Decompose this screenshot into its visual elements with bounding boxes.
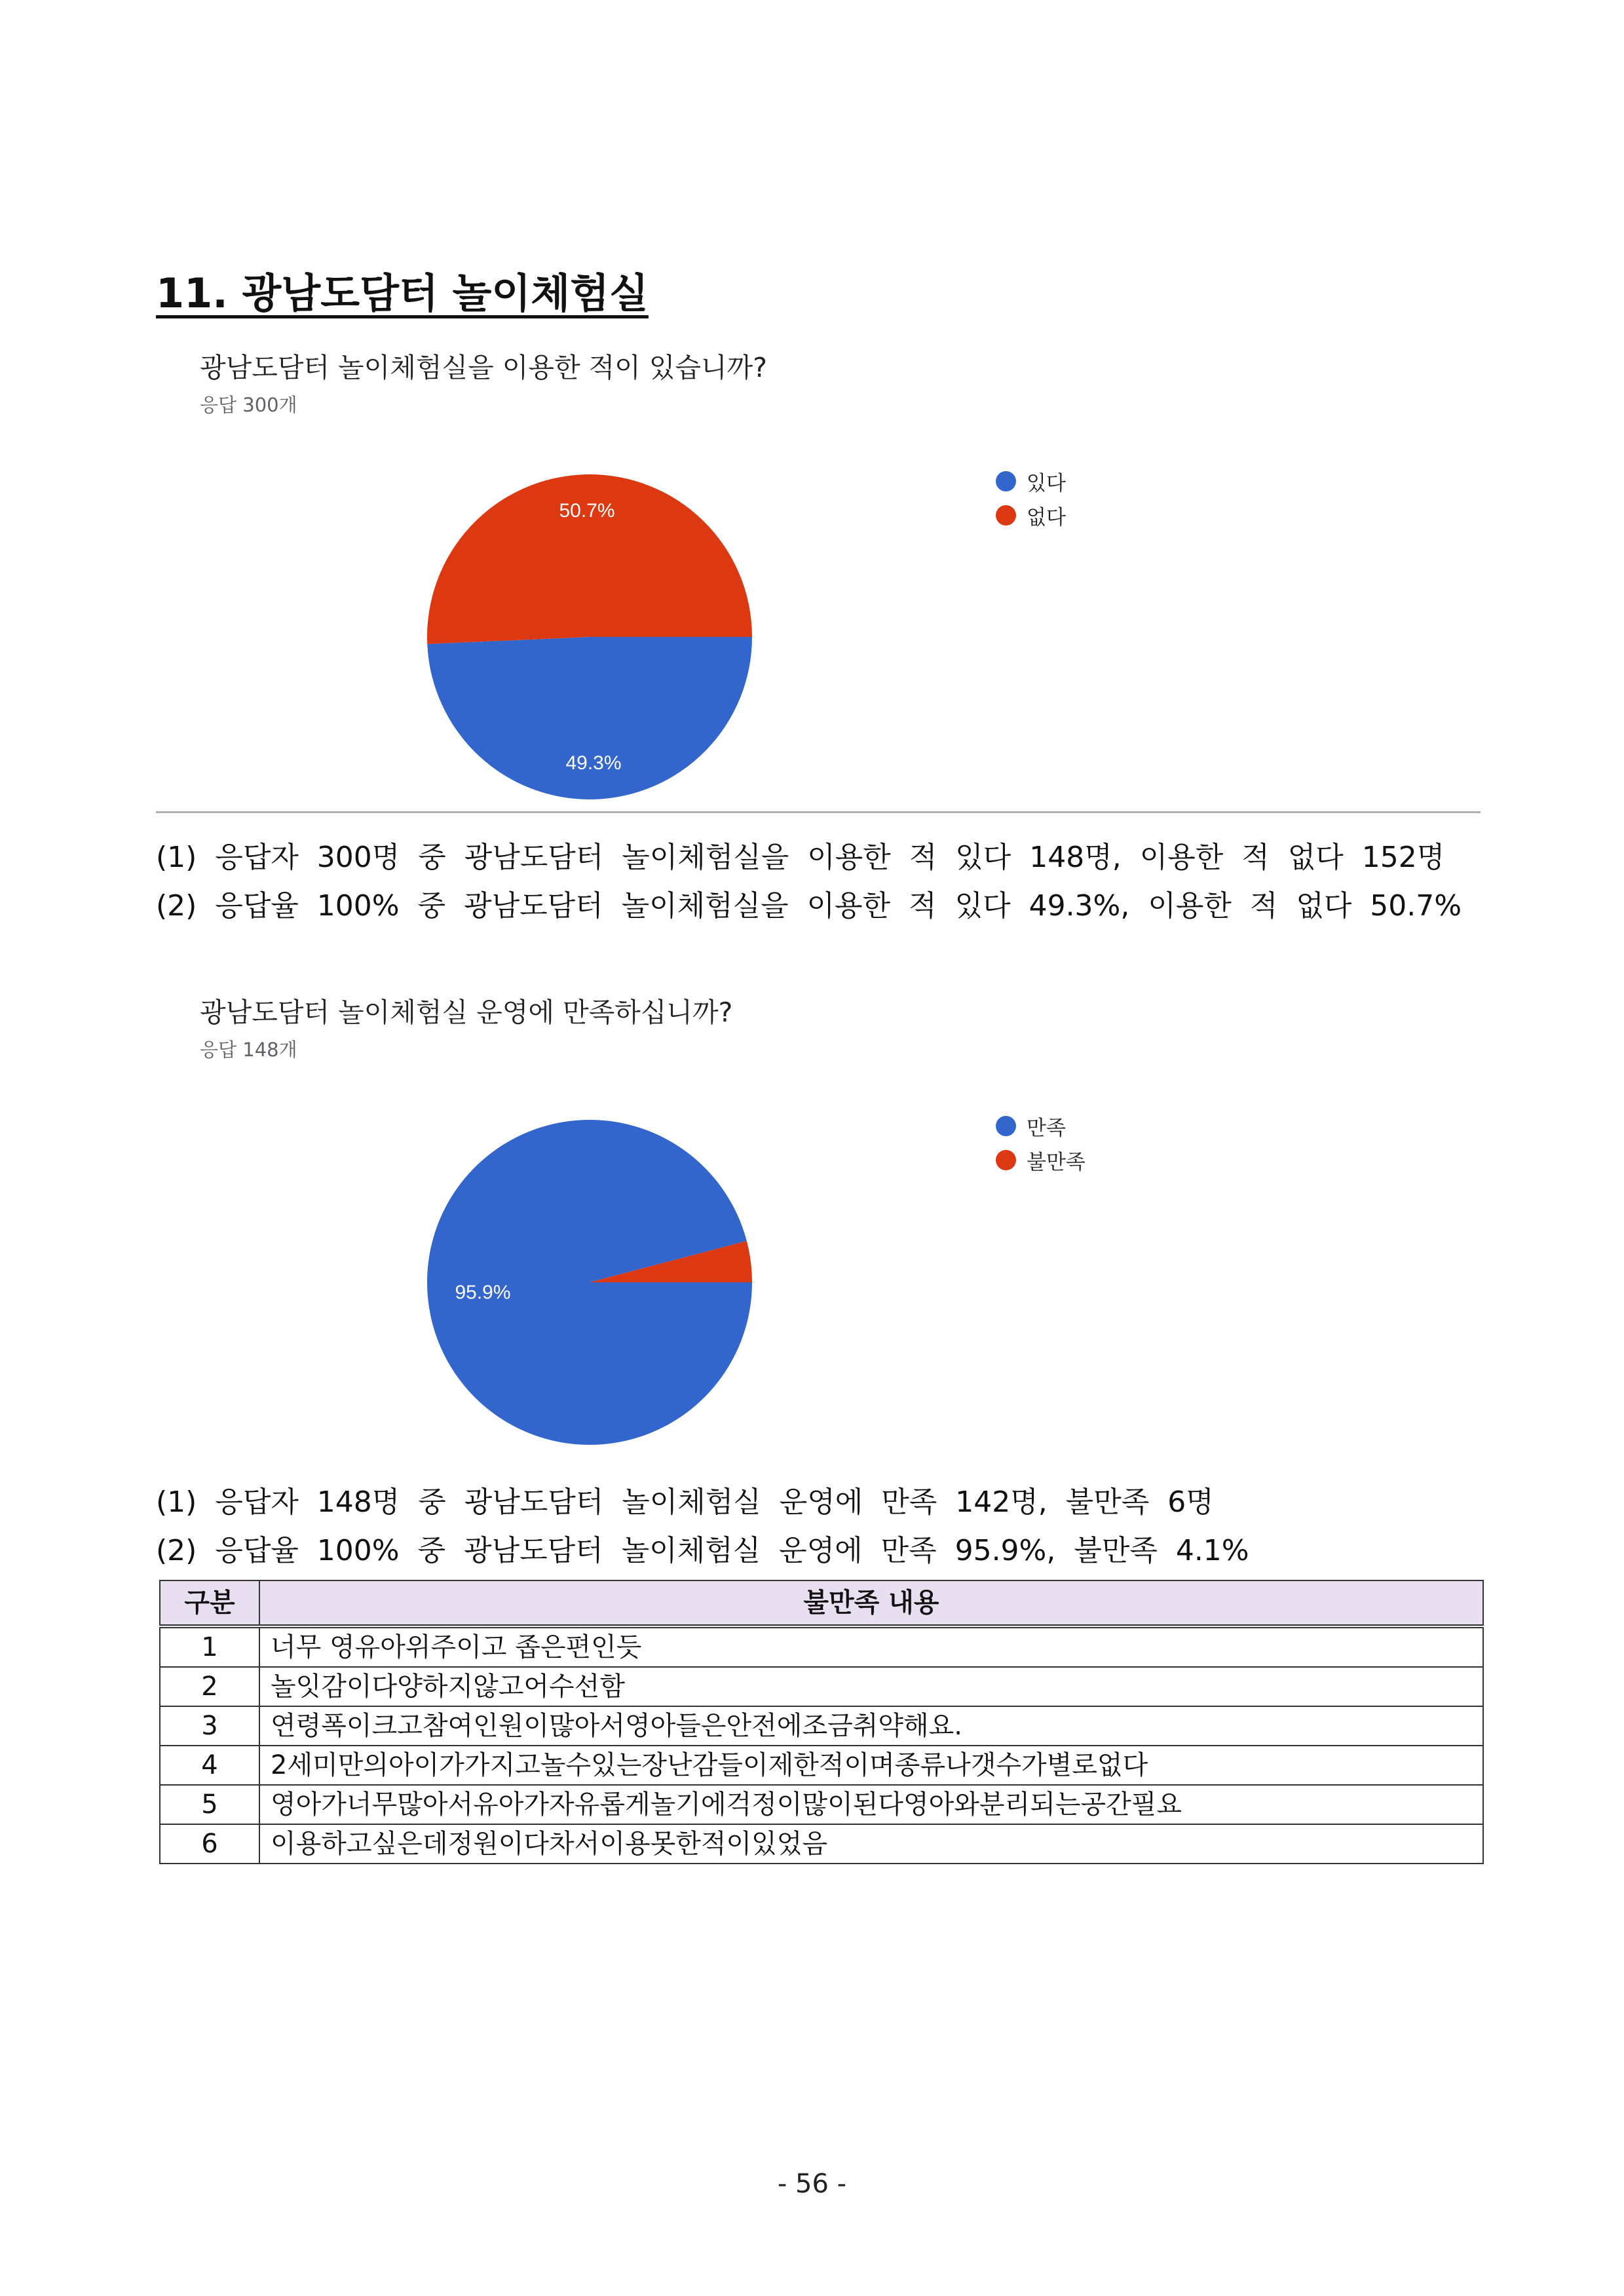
question-2-summary-2: (2) 응답율 100% 중 광남도담터 놀이체험실 운영에 만족 95.9%, 불만족 4.1%: [156, 1534, 1249, 1567]
table-row: [160, 1706, 1483, 1746]
question-2-title: 광남도담터 놀이체험실 운영에 만족하십니까?: [200, 997, 733, 1028]
header-category: 구분: [160, 1580, 259, 1626]
legend-item-no: [996, 498, 1066, 532]
pie-slice-label-1: 95.9%: [455, 1282, 511, 1303]
legend-item-yes: [996, 464, 1066, 498]
pie-slice-label-2: 50.7%: [559, 500, 615, 522]
row-content: 영아가너무많아서유아가자유롭게놀기에걱정이많이된다영아와분리되는공간필요: [259, 1785, 1483, 1824]
pie-slice-label-1: 49.3%: [565, 752, 622, 774]
row-number: 6: [160, 1824, 259, 1864]
question-2-response-count: 응답 148개: [200, 1039, 297, 1061]
table-row: [160, 1746, 1483, 1785]
header-complaint-content: 불만족 내용: [259, 1580, 1483, 1626]
section-title: 11. 광남도담터 놀이체험실: [156, 269, 649, 317]
question-1-response-count: 응답 300개: [200, 394, 297, 416]
legend-label-no: 없다: [1027, 505, 1066, 529]
legend-label-yes: 있다: [1027, 471, 1066, 495]
pie-chart-satisfaction: [419, 1112, 760, 1453]
legend-usage: [996, 464, 1066, 532]
row-content: 2세미만의아이가가지고놀수있는장난감들이제한적이며종류나갯수가별로없다: [259, 1746, 1483, 1785]
question-2-summary-1: (1) 응답자 148명 중 광남도담터 놀이체험실 운영에 만족 142명, 불만족 6명: [156, 1485, 1214, 1519]
row-content: 너무 영유아위주이고 좁은편인듯: [259, 1626, 1483, 1667]
legend-swatch-satisfied: [996, 1116, 1016, 1136]
legend-item-dissatisfied: [996, 1143, 1086, 1177]
row-content: 놀잇감이다양하지않고어수선함: [259, 1667, 1483, 1706]
pie-chart-usage: [419, 467, 760, 807]
table-row: [160, 1824, 1483, 1864]
legend-label-dissatisfied: 불만족: [1027, 1150, 1086, 1174]
table-header-row: [160, 1580, 1483, 1626]
row-number: 2: [160, 1667, 259, 1706]
row-number: 3: [160, 1706, 259, 1746]
table-row: [160, 1785, 1483, 1824]
legend-swatch-yes: [996, 471, 1016, 491]
page-number: - 56 -: [777, 2169, 847, 2199]
row-number: 4: [160, 1746, 259, 1785]
pie-slice-1: [427, 637, 752, 799]
legend-swatch-no: [996, 505, 1016, 526]
row-number: 1: [160, 1626, 259, 1667]
legend-label-satisfied: 만족: [1027, 1116, 1066, 1140]
table-row: [160, 1667, 1483, 1706]
legend-item-satisfied: [996, 1109, 1086, 1143]
complaints-table: [159, 1580, 1484, 1864]
question-1-summary-1: (1) 응답자 300명 중 광남도담터 놀이체험실을 이용한 적 있다 148명, 이용한 적 없다 152명: [156, 841, 1445, 874]
table-row: [160, 1626, 1483, 1667]
question-1-title: 광남도담터 놀이체험실을 이용한 적이 있습니까?: [200, 352, 768, 383]
section-divider: [156, 811, 1481, 813]
legend-swatch-dissatisfied: [996, 1150, 1016, 1170]
row-content: 연령폭이크고참여인원이많아서영아들은안전에조금취약해요.: [259, 1706, 1483, 1746]
legend-satisfaction: [996, 1109, 1086, 1177]
row-number: 5: [160, 1785, 259, 1824]
row-content: 이용하고싶은데정원이다차서이용못한적이있었음: [259, 1824, 1483, 1864]
question-1-summary-2: (2) 응답율 100% 중 광남도담터 놀이체험실을 이용한 적 있다 49.3%, 이용한 적 없다 50.7%: [156, 889, 1462, 923]
